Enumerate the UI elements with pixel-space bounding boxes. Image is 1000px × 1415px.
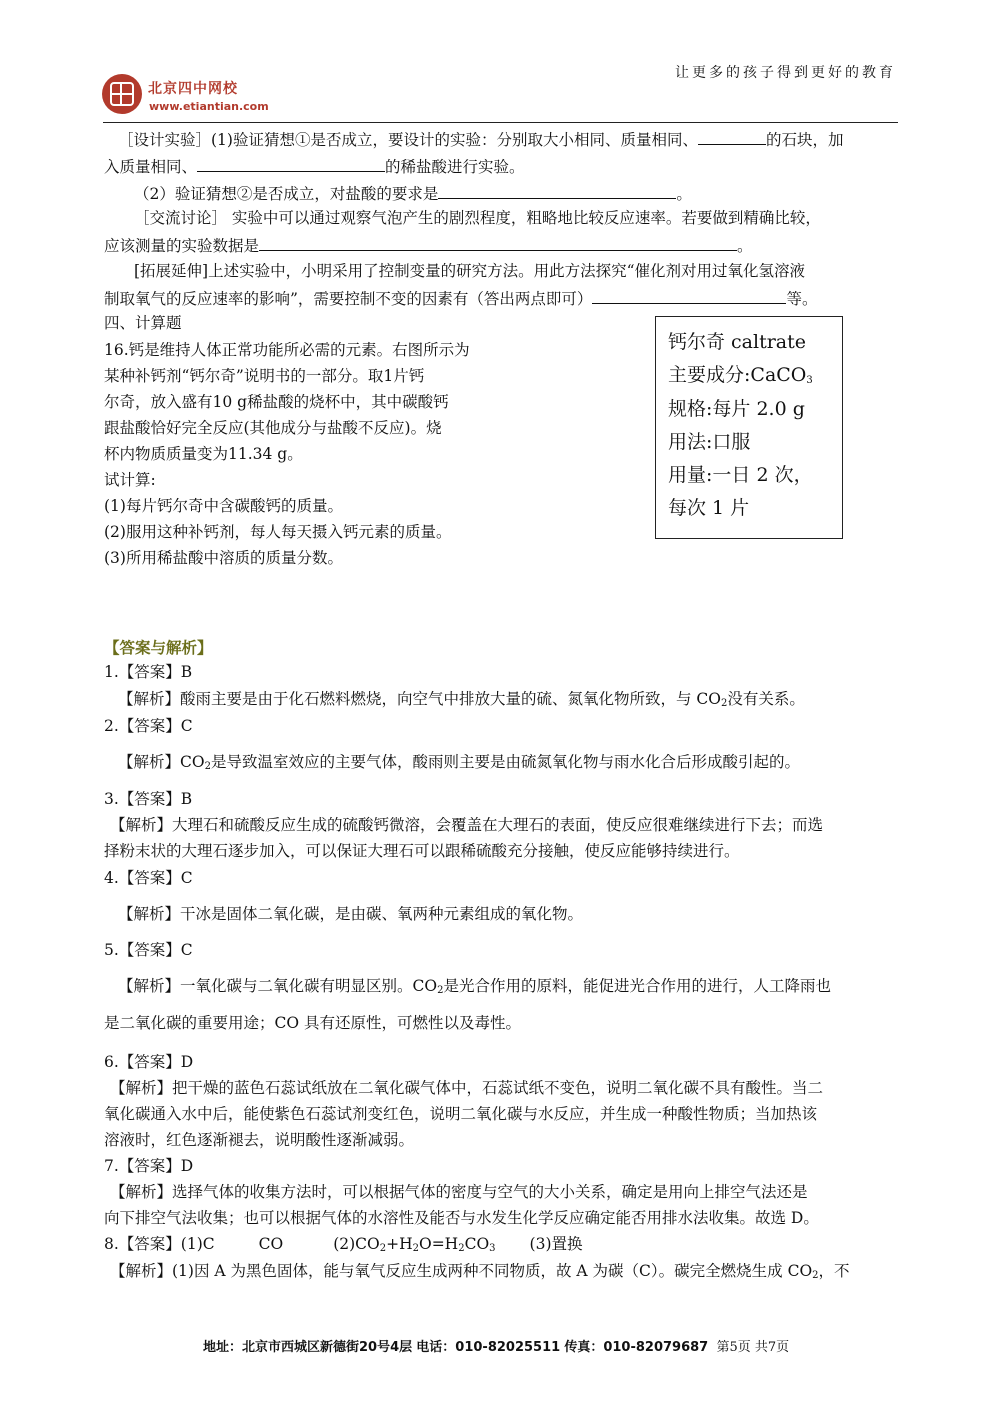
- answer-blank: [259, 234, 737, 251]
- logo-name: 北京四中网校: [148, 81, 238, 97]
- extend-line-2: 制取氧气的反应速率的影响”，需要控制不变的因素有（答出两点即可） 等。: [104, 287, 817, 309]
- q16-line: 16.钙是维持人体正常功能所必需的元素。右图所示为: [104, 341, 470, 359]
- answer-blank: [592, 287, 786, 304]
- explain-5-cont: 是二氧化碳的重要用途；CO 具有还原性，可燃性以及毒性。: [104, 1014, 521, 1032]
- q16-line: (2)服用这种补钙剂，每人每天摄入钙元素的质量。: [104, 523, 452, 541]
- section-heading: 四、计算题: [104, 314, 182, 332]
- explain-1: 【解析】酸雨主要是由于化石燃料燃烧，向空气中排放大量的硫、氮氧化物所致，与 $CO_2$没有关系。: [118, 690, 805, 709]
- q16-line: (1)每片钙尔奇中含碳酸钙的质量。: [104, 497, 343, 515]
- q16-line: 跟盐酸恰好完全反应(其他成分与盐酸不反应)。烧: [104, 419, 442, 437]
- discuss-line-1: ［交流讨论］ 实验中可以通过观察气泡产生的剧烈程度，粗略地比较反应速率。若要做到精确比较，: [134, 209, 821, 227]
- discuss-line-2: 应该测量的实验数据是 。: [104, 234, 753, 256]
- header-slogan: 让更多的孩子得到更好的教育: [675, 65, 896, 81]
- answer-7: 7.【答案】D: [104, 1157, 194, 1175]
- explain-4: 【解析】干冰是固体二氧化碳，是由碳、氧两种元素组成的氧化物。: [118, 905, 584, 923]
- answers-title: 【答案与解析】: [104, 639, 213, 657]
- answer-4: 4.【答案】C: [104, 869, 193, 887]
- answer-2: 2.【答案】C: [104, 717, 193, 735]
- label-title: 钙尔奇 caltrate: [668, 331, 807, 353]
- answer-1: 1.【答案】B: [104, 663, 193, 681]
- label-dosage-2: 每次 1 片: [668, 497, 750, 519]
- q16-line: 尔奇，放入盛有10 g稀盐酸的烧杯中，其中碳酸钙: [104, 393, 449, 411]
- extend-line-1: [拓展延伸]上述实验中，小明采用了控制变量的研究方法。用此方法探究“催化剂对用过氧化氢溶液: [134, 262, 806, 280]
- design-line-1: ［设计实验］(1)验证猜想①是否成立，要设计的实验：分别取大小相同、质量相同、 的石块，加: [118, 128, 843, 150]
- logo-emblem-icon: [102, 74, 142, 114]
- label-spec: 规格:每片 2.0 g: [668, 398, 805, 420]
- header-divider: [103, 122, 898, 123]
- product-label-box: [655, 316, 843, 539]
- design-line-2: 入质量相同、 的稀盐酸进行实验。: [104, 155, 525, 177]
- explain-6: 【解析】把干燥的蓝色石蕊试纸放在二氧化碳气体中，石蕊试纸不变色，说明二氧化碳不具有酸性。当二: [110, 1079, 824, 1097]
- answer-blank: [197, 155, 385, 172]
- label-dosage: 用量:一日 2 次，: [668, 464, 813, 486]
- explain-2: 【解析】$CO_2$是导致温室效应的主要气体，酸雨则主要是由硫氮氧化物与雨水化合后形成酸引起的。: [118, 753, 800, 772]
- answer-3: 3.【答案】B: [104, 790, 193, 808]
- explain-3: 【解析】大理石和硫酸反应生成的硫酸钙微溶，会覆盖在大理石的表面，使反应很难继续进行下去；而选: [110, 816, 824, 834]
- answer-blank: [438, 182, 676, 199]
- page-footer: 地址：北京市西城区新德街20号4层 电话：010-82025511 传真：010-82079687 第5页 共7页: [203, 1340, 790, 1355]
- q16-line: 试计算:: [104, 471, 156, 489]
- explain-6-cont: 氧化碳通入水中后，能使紫色石蕊试剂变红色，说明二氧化碳与水反应，并生成一种酸性物质；当加热该: [104, 1105, 818, 1123]
- logo-url: www.etiantian.com: [149, 100, 269, 113]
- explain-8: 【解析】(1)因 A 为黑色固体，能与氧气反应生成两种不同物质，故 A 为碳（C）。碳完全燃烧生成 $CO_2$，不: [110, 1262, 850, 1281]
- school-logo: [102, 68, 302, 118]
- label-usage: 用法:口服: [668, 431, 751, 453]
- answer-8: 8.【答案】(1)C CO $(2)CO_2+H_2O=H_2CO_3$ (3)置换: [104, 1235, 583, 1254]
- q16-line: (3)所用稀盐酸中溶质的质量分数。: [104, 549, 343, 567]
- q16-line: 杯内物质质量变为11.34 g。: [104, 445, 303, 463]
- label-ingredient: 主要成分:CaCO$_3$: [668, 364, 813, 386]
- explain-7-cont: 向下排空气法收集；也可以根据气体的水溶性及能否与水发生化学反应确定能否用排水法收集。故选 D。: [104, 1209, 819, 1227]
- explain-3-cont: 择粉末状的大理石逐步加入，可以保证大理石可以跟稀硫酸充分接触，使反应能够持续进行。: [104, 842, 740, 860]
- q16-line: 某种补钙剂“钙尔奇”说明书的一部分。取1片钙: [104, 367, 425, 385]
- answer-5: 5.【答案】C: [104, 941, 193, 959]
- explain-7: 【解析】选择气体的收集方法时，可以根据气体的密度与空气的大小关系，确定是用向上排空气法还是: [110, 1183, 808, 1201]
- explain-5: 【解析】一氧化碳与二氧化碳有明显区别。$CO_2$是光合作用的原料，能促进光合作用的进行，人工降雨也: [118, 977, 831, 996]
- design-line-3: （2）验证猜想②是否成立，对盐酸的要求是 。: [134, 182, 692, 204]
- answer-blank: [698, 128, 766, 145]
- answer-6: 6.【答案】D: [104, 1053, 194, 1071]
- explain-6-cont: 溶液时，红色逐渐褪去，说明酸性逐渐减弱。: [104, 1131, 415, 1149]
